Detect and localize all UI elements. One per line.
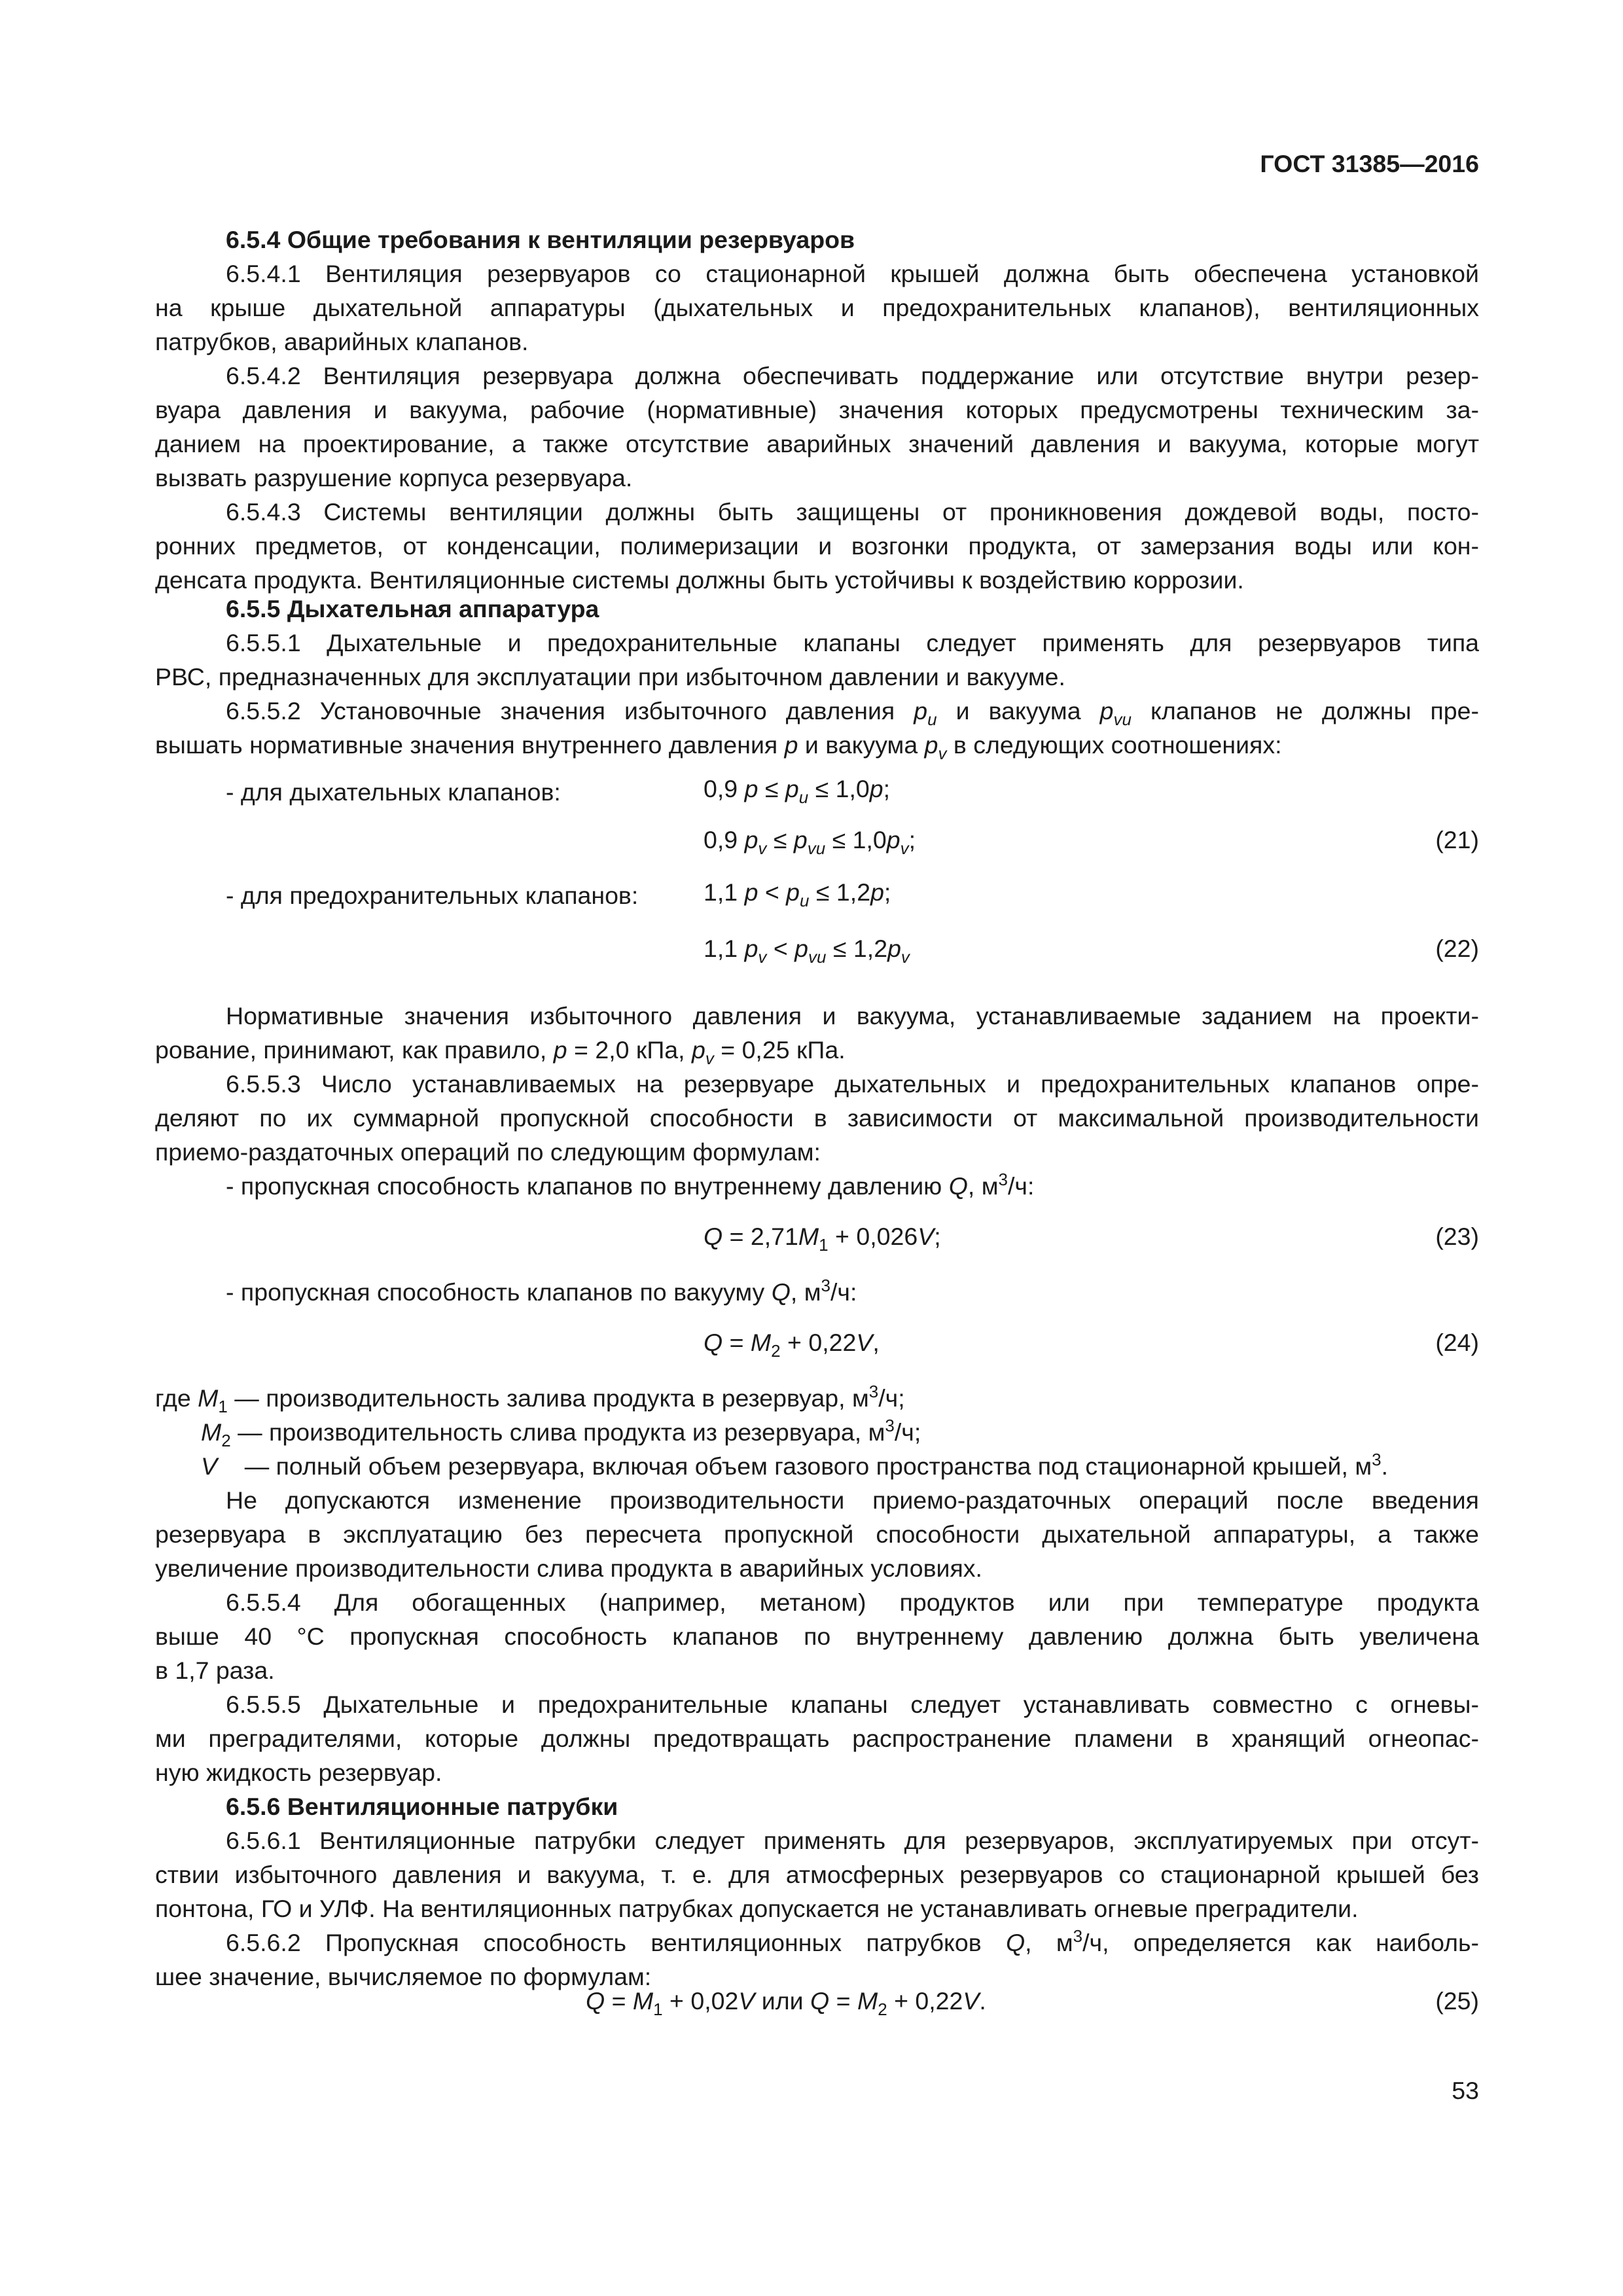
formula-24: $Q = M_2 + 0,22V$, [704,1329,880,1361]
paragraph-6-5-4-3: 6.5.4.3 Системы вентиляции должны быть защищены от проникновения дождевой воды, посто- ронних предметов, от конденсации, полимеризации и возгонки продукта, от замерзания воды или кон- денсата продукта. Вентиляционные системы должны быть устойчивы к воздействию коррозии. [155,498,1479,594]
section-heading-6-5-5: 6.5.5 Дыхательная аппаратура [226,595,599,622]
formula-25: $Q = M_1 + 0,02V$ или $Q = M_2 + 0,22V$. [586,1987,986,2019]
page-number: 53 [1452,2077,1479,2104]
definition-m1: где $M_1$ — производительность залива продукта в резервуар, $м^3/ч$; [155,1382,905,1416]
capacity-vacuum-label: - пропускная способность клапанов по вакууму Q, $м^3/ч$: [226,1276,857,1306]
definition-v: V — полный объем резервуара, включая объем газового пространства под стационарной крышей, $м^3$. [201,1450,1388,1480]
formula-22a: 1,1 $p < p_u \le 1,2p$; [704,878,891,910]
paragraph-not-allowed: Не допускаются изменение производительности приемо-раздаточных операций после введения резервуара в эксплуатацию без пересчета пропускной способности дыхательной аппаратуры, а также увеличение производительности слива продукта в аварийных условиях. [155,1486,1479,1582]
paragraph-6-5-5-4: 6.5.5.4 Для обогащенных (например, метаном) продуктов или при температуре продукта выше 40 °С пропускная способность клапанов по внутреннему давлению должна быть увеличена в 1,7 раза. [155,1588,1479,1684]
paragraph-6-5-6-1: 6.5.6.1 Вентиляционные патрубки следует применять для резервуаров, эксплуатируемых при отсут- ствии избыточного давления и вакуума, т. е. для атмосферных резервуаров со стационарной крышей без понтона, ГО и УЛФ. На вентиляционных патрубках допускается не устанавливать огневые преградители. [155,1827,1479,1922]
safety-valves-label: - для предохранительных клапанов: [226,882,639,909]
capacity-pressure-label: - пропускная способность клапанов по внутреннему давлению Q, $м^3/ч$: [226,1170,1035,1200]
formula-21a: 0,9 $p \le p_u \le 1,0p$; [704,775,891,807]
formula-22b: 1,1 $p_v < p_{vu} \le 1,2p_v$ [704,935,910,967]
paragraph-6-5-6-2: 6.5.6.2 Пропускная способность вентиляционных патрубков Q, $м^3/ч$, определяется как наиболь- шее значение, вычисляемое по формулам: [155,1926,1480,1990]
paragraph-6-5-5-2: 6.5.5.2 Установочные значения избыточного давления $p_u$ и вакуума $p_{vu}$ клапанов не должны пре- вышать нормативные значения внутреннего давления p и вакуума $p_v$ в следующих соотношениях: [155,697,1479,763]
formula-number-24: (24) [1435,1329,1479,1356]
section-heading-6-5-4: 6.5.4 Общие требования к вентиляции резервуаров [226,226,855,253]
definition-m2: $M_2$ — производительность слива продукта из резервуара, $м^3/ч$; [201,1416,921,1450]
formula-23: $Q = 2,71M_1 + 0,026V$; [704,1223,941,1255]
formula-number-22: (22) [1435,935,1479,962]
formula-21b: 0,9 $p_v \le p_{vu} \le 1,0p_v$; [704,826,916,858]
breathing-valves-label: - для дыхательных клапанов: [226,778,561,806]
formula-number-25: (25) [1435,1987,1479,2015]
paragraph-6-5-5-3: 6.5.5.3 Число устанавливаемых на резервуаре дыхательных и предохранительных клапанов опре- деляют по их суммарной пропускной способности в зависимости от максимальной производительности приемо-раздаточных операций по следующим формулам: [155,1070,1479,1166]
paragraph-normative-values: Нормативные значения избыточного давления и вакуума, устанавливаемые заданием на проекти- рование, принимают, как правило, p = 2,0 кПа, $p_v = 0,25$ кПа. [155,1002,1479,1068]
paragraph-6-5-4-1: 6.5.4.1 Вентиляция резервуаров со стационарной крышей должна быть обеспечена установкой на крыше дыхательной аппаратуры (дыхательных и предохранительных клапанов), вентиляционных патрубков, аварийных клапанов. [155,260,1479,355]
section-heading-6-5-6: 6.5.6 Вентиляционные патрубки [226,1793,618,1820]
formula-number-21: (21) [1435,826,1479,853]
formula-number-23: (23) [1435,1223,1479,1250]
paragraph-6-5-4-2: 6.5.4.2 Вентиляция резервуара должна обеспечивать поддержание или отсутствие внутри резер- вуара давления и вакуума, рабочие (нормативные) значения которых предусмотрены техническим за- данием на проектирование, а также отсутствие аварийных значений давления и вакуума, которые могут вызвать разрушение корпуса резервуара. [155,362,1479,492]
paragraph-6-5-5-5: 6.5.5.5 Дыхательные и предохранительные клапаны следует устанавливать совместно с огневы- ми преградителями, которые должны предотвращать распространение пламени в хранящий огнеопас- ную жидкость резервуар. [155,1691,1479,1786]
paragraph-6-5-5-1: 6.5.5.1 Дыхательные и предохранительные клапаны следует применять для резервуаров типа РВС, предназначенных для эксплуатации при избыточном давлении и вакууме. [155,629,1479,691]
document-number: ГОСТ 31385—2016 [1260,150,1479,177]
